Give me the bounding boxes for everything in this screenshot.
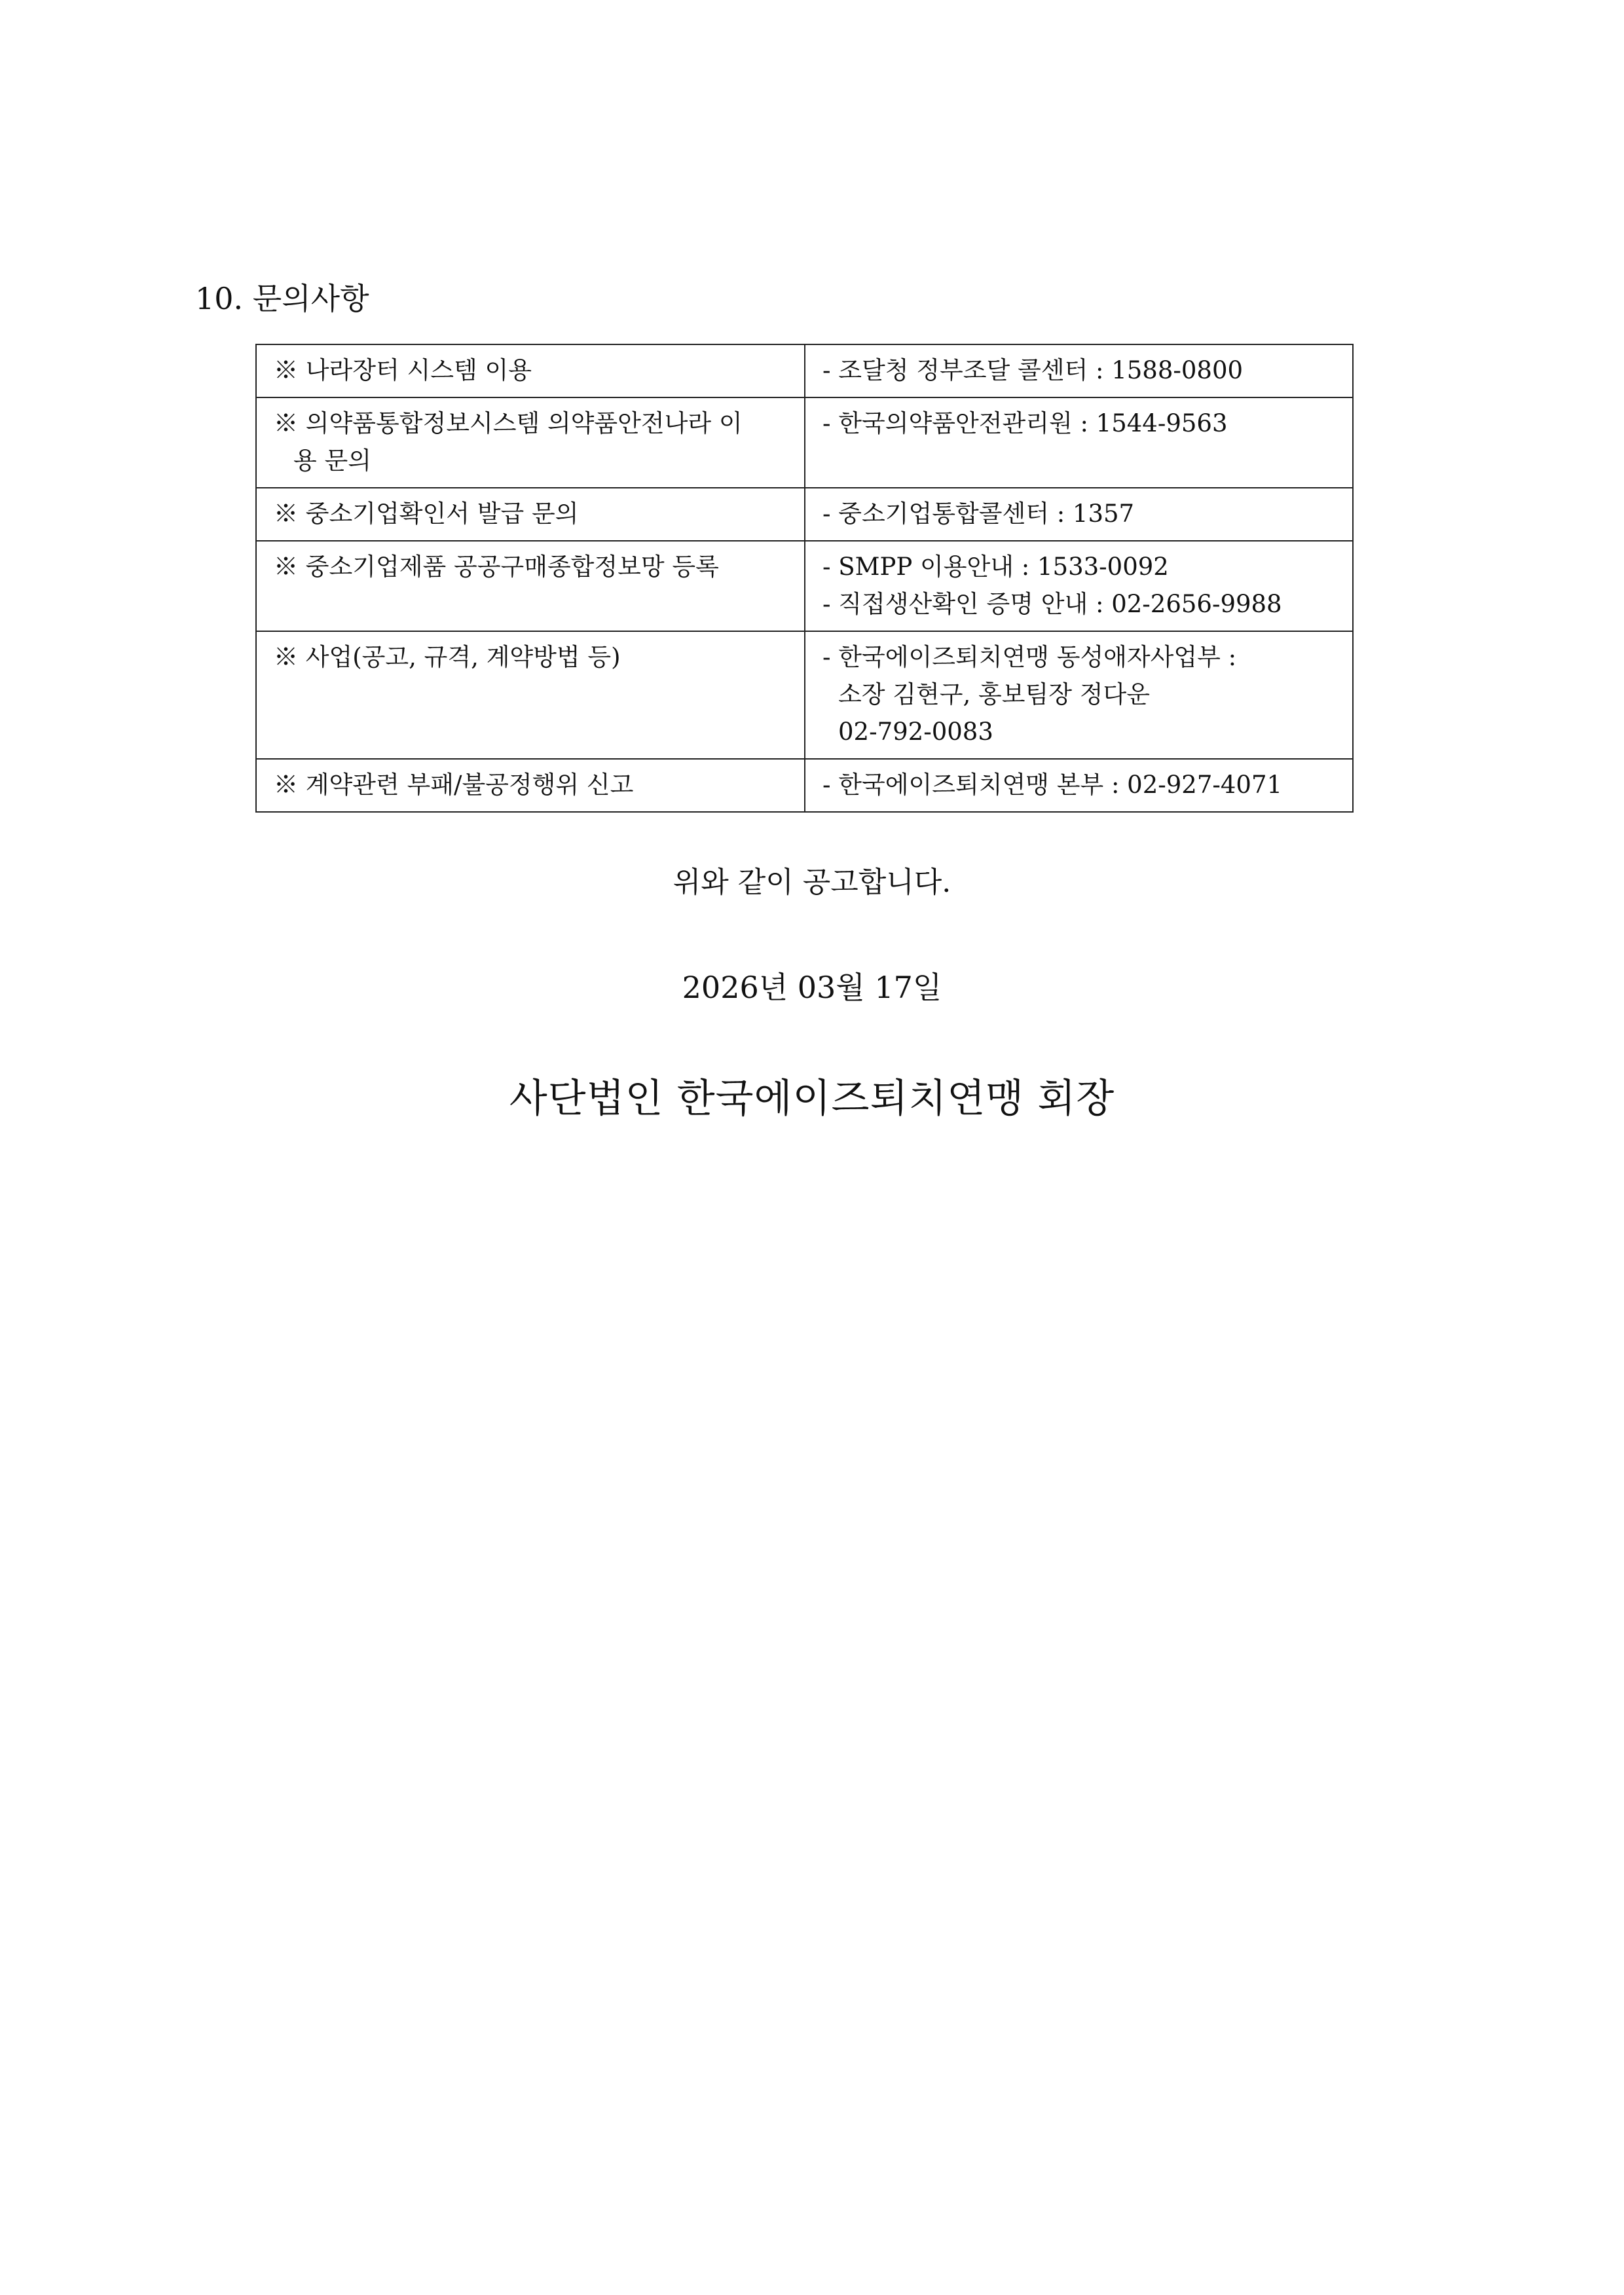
topic-line: ※ 계약관련 부패/불공정행위 신고 — [274, 771, 634, 799]
inquiry-contact — [805, 759, 1353, 812]
announcement-date: 2026년 03월 17일 — [682, 970, 942, 1005]
topic-line: ※ 중소기업확인서 발급 문의 — [274, 500, 579, 528]
table-row — [256, 759, 1353, 812]
inquiry-contact — [805, 344, 1353, 397]
contact-line: 02-792-0083 — [838, 718, 993, 746]
topic-line: ※ 의약품통합정보시스템 의약품안전나라 이 — [274, 409, 743, 437]
contact-line: - 한국에이즈퇴치연맹 본부 : 02-927-4071 — [822, 771, 1283, 799]
contact-line: - SMPP 이용안내 : 1533-0092 — [822, 553, 1169, 581]
inquiry-topic — [256, 631, 805, 759]
contact-line: - 조달청 정부조달 콜센터 : 1588-0800 — [822, 356, 1244, 384]
table-row — [256, 488, 1353, 541]
table-row — [256, 344, 1353, 397]
signature: 사단법인 한국에이즈퇴치연맹 회장 — [509, 1076, 1115, 1122]
closing-statement: 위와 같이 공고합니다. — [673, 866, 951, 899]
contact-line: - 중소기업통합콜센터 : 1357 — [822, 500, 1135, 528]
inquiry-contact — [805, 631, 1353, 759]
contact-line: - 한국에이즈퇴치연맹 동성애자사업부 : — [822, 643, 1237, 671]
inquiry-table — [255, 344, 1354, 813]
inquiry-topic — [256, 541, 805, 631]
topic-line: ※ 사업(공고, 규격, 계약방법 등) — [274, 643, 621, 671]
topic-line: ※ 나라장터 시스템 이용 — [274, 356, 532, 384]
inquiry-contact — [805, 397, 1353, 488]
table-row — [256, 397, 1353, 488]
inquiry-contact — [805, 488, 1353, 541]
inquiry-topic — [256, 344, 805, 397]
topic-line: ※ 중소기업제품 공공구매종합정보망 등록 — [274, 553, 719, 581]
section-title: 10. 문의사항 — [195, 281, 369, 316]
contact-line: - 한국의약품안전관리원 : 1544-9563 — [822, 409, 1228, 437]
inquiry-topic — [256, 397, 805, 488]
table-row — [256, 541, 1353, 631]
inquiry-topic — [256, 488, 805, 541]
topic-line: 용 문의 — [293, 447, 371, 475]
contact-line: - 직접생산확인 증명 안내 : 02-2656-9988 — [822, 590, 1282, 618]
table-row — [256, 631, 1353, 759]
inquiry-topic — [256, 759, 805, 812]
inquiry-contact — [805, 541, 1353, 631]
contact-line: 소장 김현구, 홍보팀장 정다운 — [838, 680, 1150, 708]
